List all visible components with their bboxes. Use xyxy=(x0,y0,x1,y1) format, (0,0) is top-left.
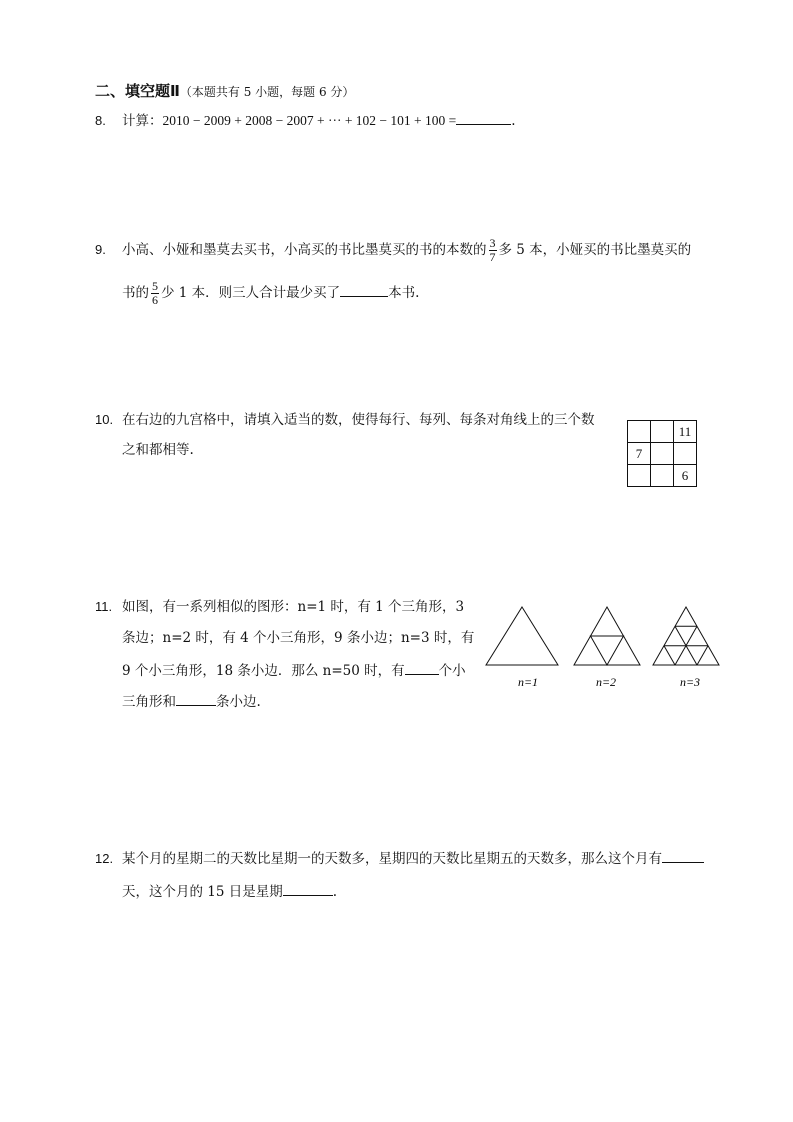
answer-blank-q9[interactable] xyxy=(340,282,388,297)
grid-cell[interactable] xyxy=(628,465,651,487)
figure-label: n=2 xyxy=(595,675,617,689)
section-title: 二、填空题Ⅱ xyxy=(95,82,180,100)
fraction-numerator: 5 xyxy=(152,279,158,293)
fraction-5-6 xyxy=(151,280,159,307)
figure-label: n=1 xyxy=(517,675,539,689)
fraction-3-7 xyxy=(489,237,497,264)
question-number: 10. xyxy=(95,412,114,427)
question-11-line-4 xyxy=(122,691,261,711)
triangle-n2 xyxy=(574,607,640,665)
question-12-line-2 xyxy=(122,881,337,901)
section-note: （本题共有 5 小题，每题 6 分） xyxy=(179,85,355,99)
fraction-numerator: 3 xyxy=(489,236,496,250)
answer-blank-q8[interactable] xyxy=(456,110,511,125)
grid-cell[interactable]: 11 xyxy=(674,421,697,443)
question-9-text: 本书. xyxy=(388,285,420,301)
triangle-n3 xyxy=(653,607,719,665)
grid-cell[interactable]: 7 xyxy=(628,443,651,465)
answer-blank-q11-triangles[interactable] xyxy=(405,660,439,675)
question-12-line-1 xyxy=(95,848,704,868)
grid-cell[interactable] xyxy=(674,443,697,465)
question-10-text: 在右边的九宫格中，请填入适当的数，使得每行、每列、每条对角线上的三个数 xyxy=(122,412,595,428)
question-9-text: 少 1 本．则三人合计最少买了 xyxy=(161,285,341,301)
question-number: 9. xyxy=(95,242,106,257)
triangle-figures xyxy=(485,603,725,695)
triangle-n1 xyxy=(486,607,558,665)
grid-cell[interactable] xyxy=(628,421,651,443)
question-11-text: 9 个小三角形，18 条小边．那么 n=50 时，有 xyxy=(122,663,405,679)
question-8-prefix: 计算： xyxy=(122,113,163,129)
question-9-line-2 xyxy=(122,280,419,307)
question-9-line-1 xyxy=(95,237,691,264)
grid-cell[interactable] xyxy=(651,443,674,465)
answer-blank-q12-weekday[interactable] xyxy=(283,881,333,896)
grid-cell[interactable] xyxy=(651,421,674,443)
question-10-line-2: 之和都相等. xyxy=(122,442,194,458)
figure-label: n=3 xyxy=(679,675,701,689)
fraction-denominator: 6 xyxy=(152,293,158,307)
grid-cell[interactable] xyxy=(651,465,674,487)
question-12-text: 某个月的星期二的天数比星期一的天数多，星期四的天数比星期五的天数多，那么这个月有 xyxy=(122,851,662,867)
question-11-text: 个小 xyxy=(438,663,466,679)
question-11-text: 条小边. xyxy=(216,694,261,710)
question-number: 8. xyxy=(95,113,106,128)
question-8 xyxy=(95,110,516,130)
magic-square-grid xyxy=(627,420,697,487)
question-11-text: 如图，有一系列相似的图形：n=1 时，有 1 个三角形，3 xyxy=(122,599,465,615)
question-9-text: 书的 xyxy=(122,285,149,301)
question-number: 11. xyxy=(95,599,113,614)
section-header xyxy=(95,82,354,101)
fraction-denominator: 7 xyxy=(489,250,496,264)
question-11-line-3 xyxy=(122,660,466,680)
question-11-text: 三角形和 xyxy=(122,694,176,710)
answer-blank-q12-days[interactable] xyxy=(662,848,704,863)
question-8-suffix: . xyxy=(511,113,516,129)
question-9-text: 小高、小娅和墨莫去买书，小高买的书比墨莫买的书的本数的 xyxy=(122,242,487,258)
question-11-line-1 xyxy=(95,598,464,616)
grid-cell[interactable]: 6 xyxy=(674,465,697,487)
answer-blank-q11-edges[interactable] xyxy=(176,691,216,706)
question-10-line-1 xyxy=(95,411,595,429)
question-9-text: 多 5 本，小娅买的书比墨莫买的 xyxy=(498,242,692,258)
question-12-text: 天，这个月的 15 日是星期 xyxy=(122,884,283,900)
question-8-expression: 2010 − 2009 + 2008 − 2007 + ··· + 102 − 101 + 100 = xyxy=(162,113,457,128)
question-12-text: . xyxy=(332,884,338,900)
question-number: 12. xyxy=(95,851,114,866)
question-11-line-2: 条边；n=2 时，有 4 个小三角形，9 条小边；n=3 时，有 xyxy=(122,630,475,646)
